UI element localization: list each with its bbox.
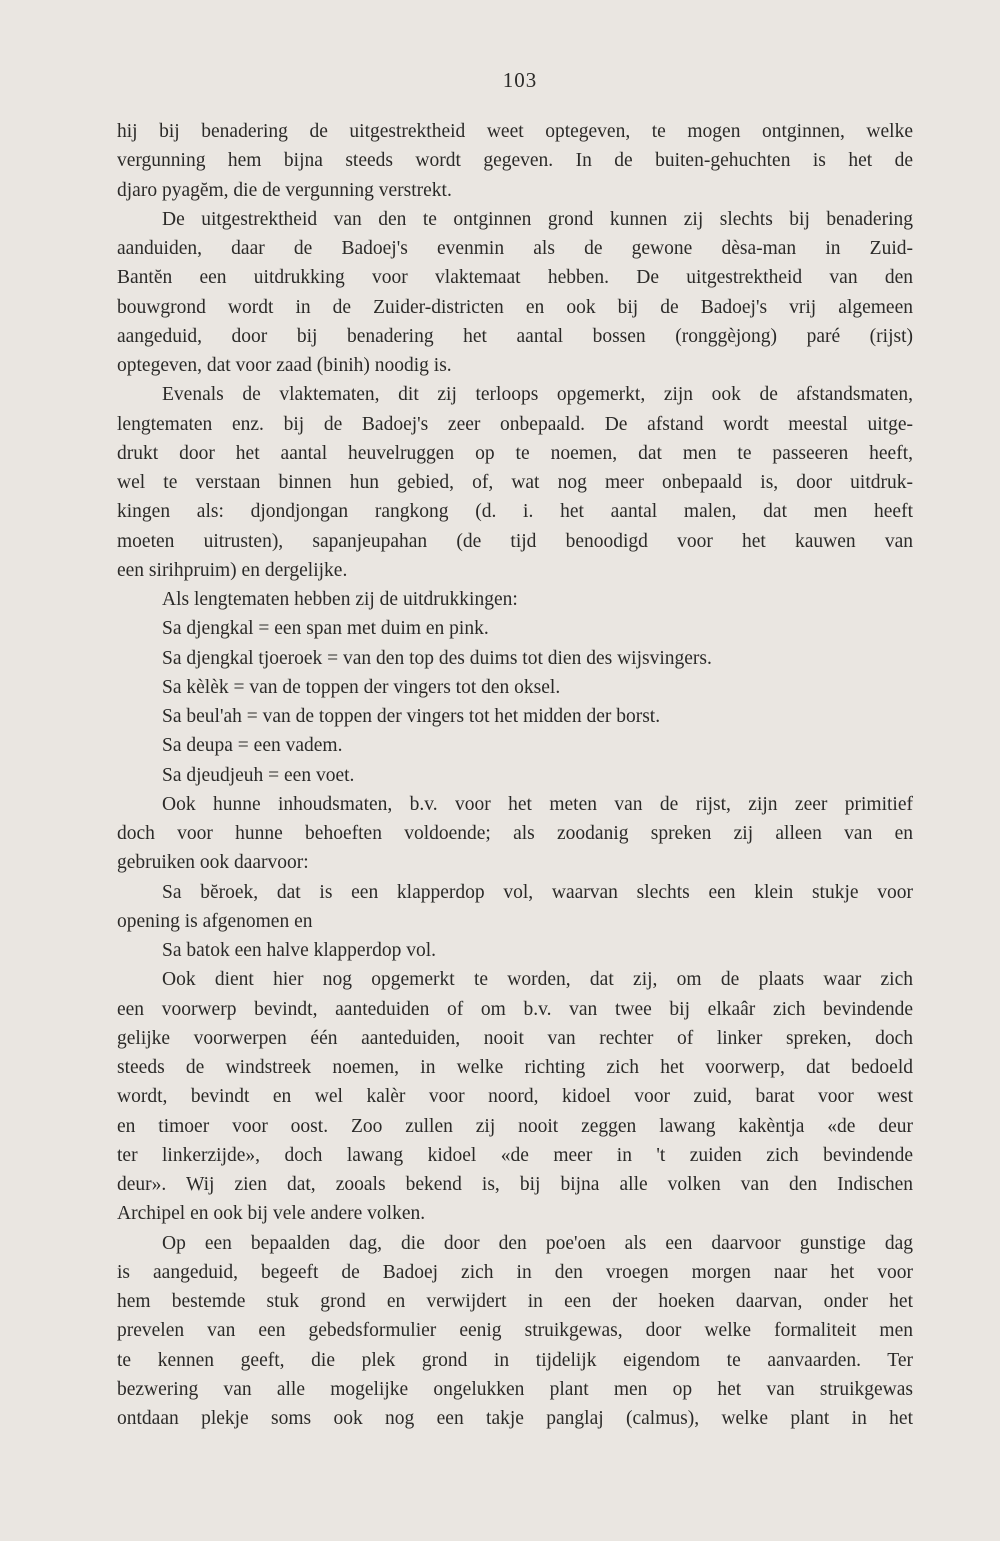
text-line: Sa beul'ah = van de toppen der vingers tot het midden der borst. <box>162 706 661 727</box>
text-line: doch voor hunne behoeften voldoende; als zoodanig spreken zij alleen van en <box>117 823 913 844</box>
text-line: Evenals de vlaktematen, dit zij terloops opgemerkt, zijn ook de afstandsmaten, <box>162 384 913 406</box>
body-text <box>117 117 913 1433</box>
text-line: is aangeduid, begeeft de Badoej zich in den vroegen morgen naar het voor <box>117 1261 913 1283</box>
text-line: Sa djeudjeuh = een voet. <box>162 764 355 786</box>
text-line: Sa bĕroek, dat is een klapperdop vol, waarvan slechts een klein stukje voor <box>162 881 913 903</box>
text-line: vergunning hem bijna steeds wordt gegeven. In de buiten-gehuchten is het de <box>117 150 913 172</box>
text-line: een sirihpruim) en dergelijke. <box>117 559 348 581</box>
text-line: en timoer voor oost. Zoo zullen zij nooit zeggen lawang kakèntja «de deur <box>117 1115 913 1137</box>
text-line: opening is afgenomen en <box>117 910 313 932</box>
page-number: 103 <box>502 68 538 92</box>
text-line: bouwgrond wordt in de Zuider-districten en ook bij de Badoej's vrij algemeen <box>117 296 913 318</box>
text-line: Als lengtematen hebben zij de uitdrukkingen: <box>162 589 518 610</box>
text-line: aangeduid, door bij benadering het aantal bossen (ronggèjong) paré (rijst) <box>117 325 913 347</box>
text-line: deur». Wij zien dat, zooals bekend is, bij bijna alle volken van den Indischen <box>117 1174 913 1195</box>
text-line: ontdaan plekje soms ook nog een takje panglaj (calmus), welke plant in het <box>117 1408 913 1429</box>
text-line: een voorwerp bevindt, aanteduiden of om b.v. van twee bij elkaâr zich bevindende <box>117 998 913 1020</box>
text-line: Ook hunne inhoudsmaten, b.v. voor het meten van de rijst, zijn zeer primitief <box>162 793 913 815</box>
text-line: drukt door het aantal heuvelruggen op te noemen, dat men te passeeren heeft, <box>117 442 913 464</box>
text-line: wel te verstaan binnen hun gebied, of, wat nog meer onbepaald is, door uitdruk- <box>117 472 913 493</box>
text-line: prevelen van een gebedsformulier eenig struikgewas, door welke formaliteit men <box>117 1320 913 1342</box>
text-line: lengtematen enz. bij de Badoej's zeer onbepaald. De afstand wordt meestal uitge- <box>117 413 913 435</box>
text-line: ter linkerzijde», doch lawang kidoel «de meer in 't zuiden zich bevindende <box>117 1144 913 1166</box>
text-line: hem bestemde stuk grond en verwijdert in een der hoeken daarvan, onder het <box>117 1291 913 1312</box>
text-line: Ook dient hier nog opgemerkt te worden, dat zij, om de plaats waar zich <box>162 969 913 991</box>
text-line: De uitgestrektheid van den te ontginnen grond kunnen zij slechts bij benadering <box>162 208 913 230</box>
text-line: Op een bepaalden dag, die door den poe'oen als een daarvoor gunstige dag <box>162 1232 913 1254</box>
text-line: moeten uitrusten), sapanjeupahan (de tijd benoodigd voor het kauwen van <box>117 530 913 552</box>
text-line: Sa kèlèk = van de toppen der vingers tot den oksel. <box>162 676 561 698</box>
text-line: aanduiden, daar de Badoej's evenmin als de gewone dèsa-man in Zuid- <box>117 238 913 259</box>
text-line: optegeven, dat voor zaad (binih) noodig is. <box>117 355 452 376</box>
text-line: gelijke voorwerpen één aanteduiden, nooit van rechter of linker spreken, doch <box>117 1027 913 1049</box>
text-line: Sa djengkal = een span met duim en pink. <box>162 618 489 640</box>
text-line: djaro pyagĕm, die de vergunning verstrekt. <box>117 179 452 201</box>
text-line: hij bij benadering de uitgestrektheid weet optegeven, te mogen ontginnen, welke <box>117 121 913 142</box>
text-line: Sa djengkal tjoeroek = van den top des duims tot dien des wijsvingers. <box>162 647 712 669</box>
text-line: te kennen geeft, die plek grond in tijdelijk eigendom te aanvaarden. Ter <box>117 1349 913 1371</box>
text-line: bezwering van alle mogelijke ongelukken plant men op het van struikgewas <box>117 1378 913 1400</box>
text-line: kingen als: djondjongan rangkong (d. i. het aantal malen, dat men heeft <box>117 501 913 523</box>
text-line: steeds de windstreek noemen, in welke richting zich het voorwerp, dat bedoeld <box>117 1057 913 1078</box>
text-line: gebruiken ook daarvoor: <box>117 852 309 874</box>
text-line: Sa deupa = een vadem. <box>162 735 343 757</box>
text-line: Archipel en ook bij vele andere volken. <box>117 1203 426 1225</box>
text-line: wordt, bevindt en wel kalèr voor noord, kidoel voor zuid, barat voor west <box>117 1086 913 1108</box>
text-line: Sa batok een halve klapperdop vol. <box>162 940 436 961</box>
text-line: Bantĕn een uitdrukking voor vlaktemaat hebben. De uitgestrektheid van den <box>117 267 913 289</box>
